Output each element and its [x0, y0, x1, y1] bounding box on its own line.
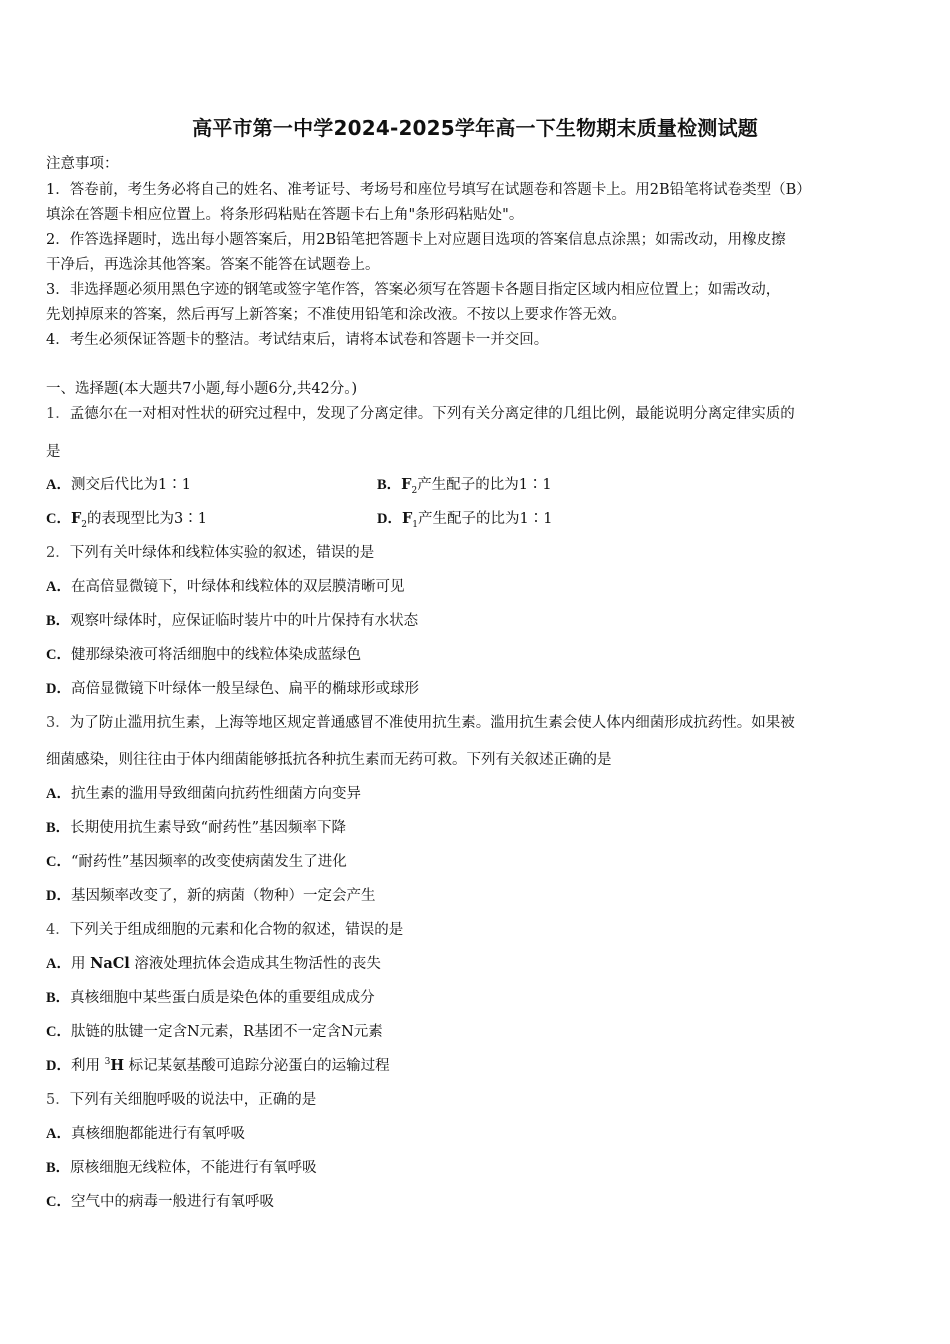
question-1-option-b: B．$F_2$产生配子的比为1∶1	[377, 476, 552, 496]
question-5-option-a: A．真核细胞都能进行有氧呼吸	[46, 1126, 245, 1142]
question-5-option-b: B．原核细胞无线粒体，不能进行有氧呼吸	[46, 1160, 317, 1176]
notice-line: 干净后，再选涂其他答案。答案不能答在试题卷上。	[46, 257, 380, 273]
question-2-option-d: D．高倍显微镜下叶绿体一般呈绿色、扁平的椭球形或球形	[46, 681, 419, 697]
question-number: 5．	[46, 1092, 70, 1108]
notice-heading: 注意事项：	[46, 156, 119, 172]
question-number: 1．	[46, 406, 70, 422]
question-1-option-a: A．测交后代比为1∶1	[46, 477, 191, 493]
question-3-option-c: C．“耐药性”基因频率的改变使病菌发生了进化	[46, 854, 347, 870]
notice-line: 4．考生必须保证答题卡的整洁。考试结束后，请将本试卷和答题卡一并交回。	[46, 332, 549, 348]
question-1-stem: 1．孟德尔在一对相对性状的研究过程中，发现了分离定律。下列有关分离定律的几组比例，最能说明分离定律实质的	[46, 406, 795, 422]
question-5-stem: 5．下列有关细胞呼吸的说法中，正确的是	[46, 1092, 317, 1108]
notice-line: 填涂在答题卡相应位置上。将条形码粘贴在答题卡右上角"条形码粘贴处"。	[46, 207, 524, 223]
question-4-stem: 4．下列关于组成细胞的元素和化合物的叙述，错误的是	[46, 922, 404, 938]
question-5-option-c: C．空气中的病毒一般进行有氧呼吸	[46, 1194, 274, 1210]
question-2-option-b: B．观察叶绿体时，应保证临时装片中的叶片保持有水状态	[46, 613, 419, 629]
question-4-option-b: B．真核细胞中某些蛋白质是染色体的重要组成成分	[46, 990, 375, 1006]
question-3-stem-cont: 细菌感染，则往往由于体内细菌能够抵抗各种抗生素而无药可救。下列有关叙述正确的是	[46, 752, 612, 768]
question-2-stem: 2．下列有关叶绿体和线粒体实验的叙述，错误的是	[46, 545, 375, 561]
notice-line: 先划掉原来的答案，然后再写上新答案；不准使用铅笔和涂改液。不按以上要求作答无效。	[46, 307, 626, 323]
notice-line: 2．作答选择题时，选出每小题答案后，用2B铅笔把答题卡上对应题目选项的答案信息点涂黑；如需改动，用橡皮擦	[46, 232, 786, 248]
question-1-option-c: C．$F_2$的表现型比为3∶1	[46, 510, 207, 530]
question-3-option-b: B．长期使用抗生素导致“耐药性”基因频率下降	[46, 820, 346, 836]
section-heading: 一、选择题(本大题共7小题,每小题6分,共42分。)	[46, 381, 358, 397]
question-4-option-a: A．用 NaCl 溶液处理抗体会造成其生物活性的丧失	[46, 955, 381, 972]
question-1-stem-cont: 是	[46, 444, 61, 460]
question-number: 4．	[46, 922, 70, 938]
question-3-option-d: D．基因频率改变了，新的病菌（物种）一定会产生	[46, 888, 376, 904]
notice-line: 1．答卷前，考生务必将自己的姓名、准考证号、考场号和座位号填写在试题卷和答题卡上。用2B铅笔将试卷类型（B）	[46, 182, 811, 198]
question-4-option-d: D．利用 $^3$H 标记某氨基酸可追踪分泌蛋白的运输过程	[46, 1057, 390, 1074]
question-3-stem: 3．为了防止滥用抗生素，上海等地区规定普通感冒不准使用抗生素。滥用抗生素会使人体内细菌形成抗药性。如果被	[46, 715, 795, 731]
exam-title: 高平市第一中学2024-2025学年高一下生物期末质量检测试题	[192, 116, 758, 140]
question-4-option-c: C．肽链的肽键一定含N元素，R基团不一定含N元素	[46, 1024, 383, 1040]
question-2-option-c: C．健那绿染液可将活细胞中的线粒体染成蓝绿色	[46, 647, 361, 663]
question-number: 2．	[46, 545, 70, 561]
question-number: 3．	[46, 715, 70, 731]
notice-line: 3．非选择题必须用黑色字迹的钢笔或签字笔作答，答案必须写在答题卡各题目指定区域内相应位置上；如需改动，	[46, 282, 781, 298]
question-1-option-d: D．$F_1$产生配子的比为1∶1	[377, 510, 553, 530]
question-3-option-a: A．抗生素的滥用导致细菌向抗药性细菌方向变异	[46, 786, 361, 802]
question-2-option-a: A．在高倍显微镜下，叶绿体和线粒体的双层膜清晰可见	[46, 579, 405, 595]
